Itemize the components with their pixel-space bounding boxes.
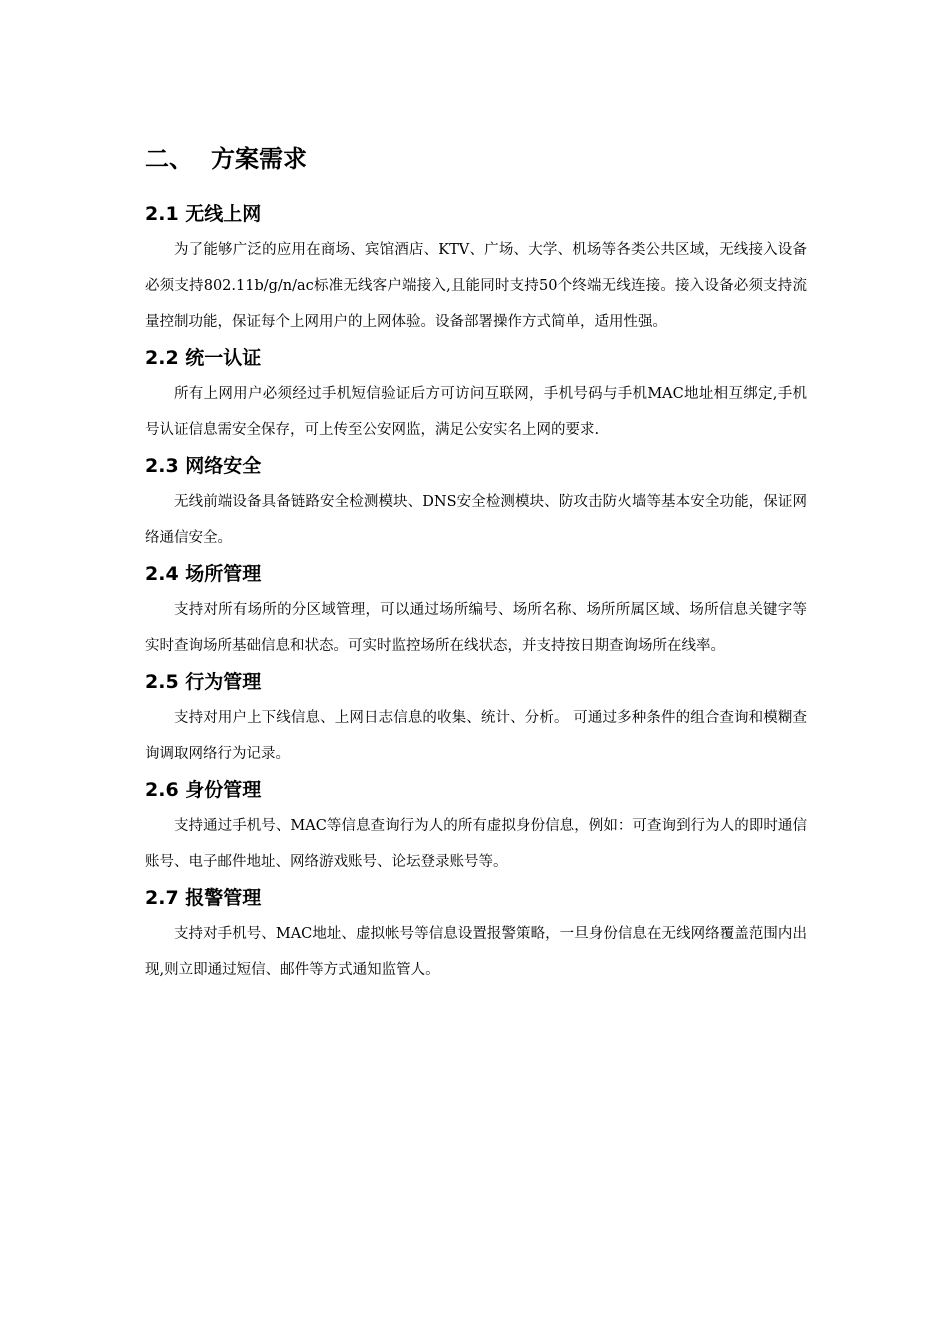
chapter-number: 二、 xyxy=(145,145,193,173)
section-heading: 2.3 网络安全 xyxy=(145,455,262,477)
section-identity-management xyxy=(145,772,807,880)
section-wireless-access xyxy=(145,196,807,340)
document-page xyxy=(145,140,807,988)
section-heading: 2.5 行为管理 xyxy=(145,671,262,693)
section-body: 支持对手机号、MAC地址、虚拟帐号等信息设置报警策略，一旦身份信息在无线网络覆盖范围内出现,则立即通过短信、邮件等方式通知监管人。 xyxy=(145,926,807,978)
section-body: 支持对所有场所的分区域管理，可以通过场所编号、场所名称、场所所属区域、场所信息关键字等实时查询场所基础信息和状态。可实时监控场所在线状态，并支持按日期查询场所在线率。 xyxy=(145,602,807,654)
section-body: 所有上网用户必须经过手机短信验证后方可访问互联网，手机号码与手机MAC地址相互绑定,手机号认证信息需安全保存，可上传至公安网监，满足公安实名上网的要求. xyxy=(145,386,807,438)
section-venue-management xyxy=(145,556,807,664)
section-body: 为了能够广泛的应用在商场、宾馆酒店、KTV、广场、大学、机场等各类公共区域，无线接入设备必须支持802.11b/g/n/ac标准无线客户端接入,且能同时支持50个终端无线连接。接入设备必须支持流量控制功能，保证每个上网用户的上网体验。设备部署操作方式简单，适用性强。 xyxy=(145,242,807,330)
section-alarm-management xyxy=(145,880,807,988)
section-heading: 2.7 报警管理 xyxy=(145,887,262,909)
section-behavior-management xyxy=(145,664,807,772)
section-body: 无线前端设备具备链路安全检测模块、DNS安全检测模块、防攻击防火墙等基本安全功能，保证网络通信安全。 xyxy=(145,494,807,546)
chapter-title xyxy=(145,140,807,178)
section-heading: 2.6 身份管理 xyxy=(145,779,262,801)
section-body: 支持通过手机号、MAC等信息查询行为人的所有虚拟身份信息，例如：可查询到行为人的即时通信账号、电子邮件地址、网络游戏账号、论坛登录账号等。 xyxy=(145,818,807,870)
section-heading: 2.2 统一认证 xyxy=(145,347,262,369)
section-unified-auth xyxy=(145,340,807,448)
section-body: 支持对用户上下线信息、上网日志信息的收集、统计、分析。 可通过多种条件的组合查询和模糊查询调取网络行为记录。 xyxy=(145,710,807,762)
section-heading: 2.4 场所管理 xyxy=(145,563,262,585)
chapter-title-text: 方案需求 xyxy=(211,145,307,173)
section-network-security xyxy=(145,448,807,556)
section-heading: 2.1 无线上网 xyxy=(145,203,262,225)
